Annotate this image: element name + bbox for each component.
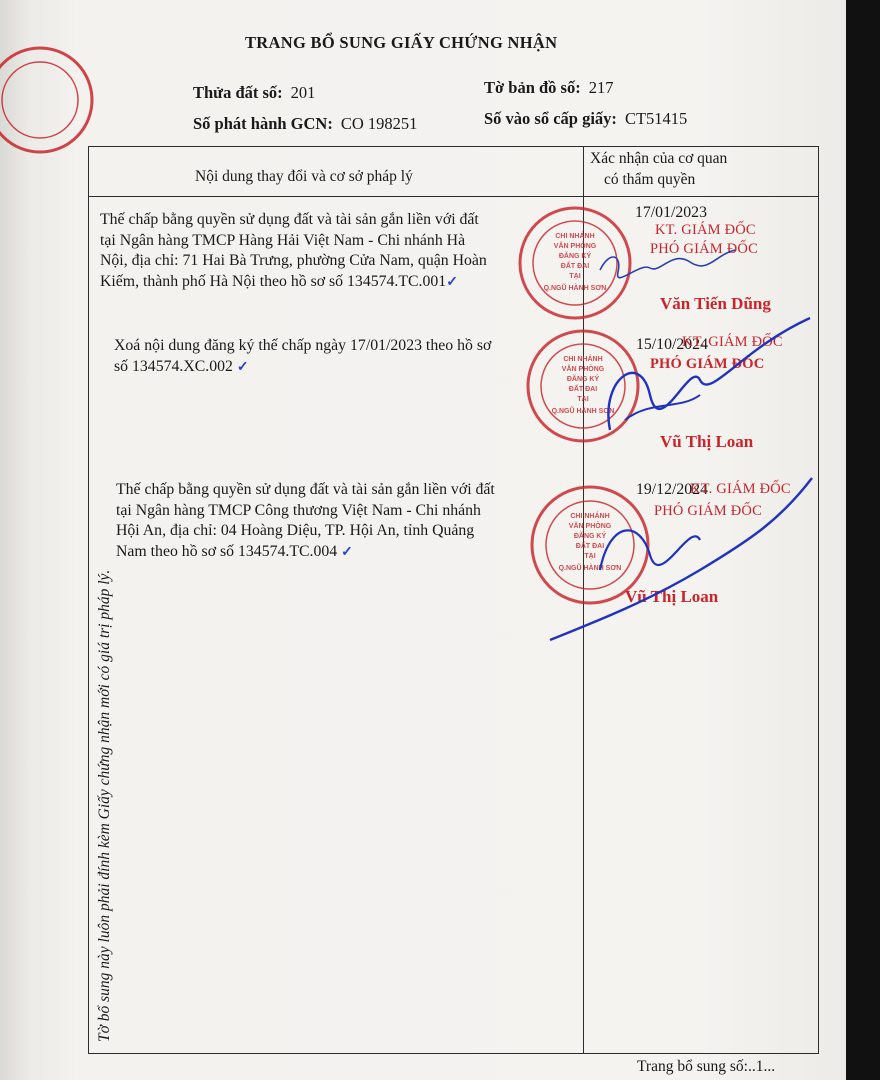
entry-1-title-line1: KT. GIÁM ĐỐC xyxy=(655,222,756,238)
stamp-1-text: CHI NHÁNH xyxy=(555,233,595,240)
entry-1-text xyxy=(100,210,487,293)
entry-2-signer: Vũ Thị Loan xyxy=(660,432,754,451)
entry-3-title-line2: PHÓ GIÁM ĐỐC xyxy=(654,503,762,519)
stamp-2-text: CHI NHÁNH xyxy=(563,356,603,363)
entry-2-date: 15/10/2024 xyxy=(636,336,708,353)
corner-stamp xyxy=(0,48,92,152)
register-number-label: Số vào sổ cấp giấy: xyxy=(484,109,617,128)
map-sheet-number xyxy=(484,78,613,98)
entry-1-title-line2: PHÓ GIÁM ĐỐC xyxy=(650,241,758,257)
parcel-number-value: 201 xyxy=(290,83,316,102)
entry-3-text xyxy=(116,480,495,563)
register-number-value: CT51415 xyxy=(624,109,688,128)
check-mark-icon: ✓ xyxy=(236,359,249,375)
entry-3-date: 19/12/2024 xyxy=(636,481,708,498)
parcel-number-label: Thửa đất số: xyxy=(193,83,283,102)
stamp-1-text: Q.NGŨ HÀNH SƠN xyxy=(543,285,607,292)
header-divider xyxy=(88,196,819,197)
stamp-3-text: TẠI xyxy=(584,553,596,560)
entry-1-line: tại Ngân hàng TMCP Hàng Hải Việt Nam - Chi nhánh Hà xyxy=(100,231,466,249)
stamp-2-text: ĐĂNG KÝ xyxy=(566,376,600,383)
stamp-1-text: ĐĂNG KÝ xyxy=(558,253,592,260)
stamp-3-text: ĐĂNG KÝ xyxy=(573,533,607,540)
stamp-2-text: ĐẤT ĐAI xyxy=(568,386,598,393)
issue-number-label: Số phát hành GCN: xyxy=(193,114,333,133)
entry-2-title-line2: PHÓ GIÁM ĐỐC xyxy=(650,356,765,372)
entry-3-line xyxy=(116,542,495,564)
entry-1-line: Nội, địa chỉ: 71 Hai Bà Trưng, phường Cửa Nam, quận Hoàn xyxy=(100,252,487,269)
stamp-1-text: VĂN PHÒNG xyxy=(553,243,597,250)
entry-2-line xyxy=(114,357,491,379)
header-confirm-line1: Xác nhận của cơ quan xyxy=(590,150,728,167)
header-content: Nội dung thay đổi và cơ sở pháp lý xyxy=(195,168,413,185)
entry-3-line: tại Ngân hàng TMCP Công thương Việt Nam - Chi nhánh xyxy=(116,501,481,519)
side-note: Tờ bổ sung này luôn phải đính kèm Giấy chứng nhận mới có giá trị pháp lý. xyxy=(96,569,113,1042)
entry-2-title-line1: KT. GIÁM ĐỐC xyxy=(682,334,783,350)
entry-2-line-text: số 134574.XC.002 xyxy=(114,357,233,375)
entry-3-line-text: Nam theo hồ sơ số 134574.TC.004 xyxy=(116,542,338,560)
stamp-3-text: VĂN PHÒNG xyxy=(568,523,612,530)
entry-3-line: Hội An, địa chỉ: 04 Hoàng Diệu, TP. Hội An, tỉnh Quảng xyxy=(116,522,475,539)
entry-1-date: 17/01/2023 xyxy=(635,204,707,221)
issue-number xyxy=(193,114,417,134)
register-number xyxy=(484,109,687,129)
stamp-3-text: Q.NGŨ HÀNH SƠN xyxy=(558,565,622,572)
stamp-1-text: TẠI xyxy=(569,273,581,280)
entry-3-title-line1: KT. GIÁM ĐỐC xyxy=(690,481,791,497)
stamp-3-text: ĐẤT ĐAI xyxy=(575,543,605,550)
header-confirm-line2: có thẩm quyền xyxy=(604,171,696,188)
parcel-number xyxy=(193,83,315,103)
map-sheet-value: 217 xyxy=(588,78,614,97)
entry-2-text xyxy=(114,336,491,378)
entry-1-line xyxy=(100,272,487,294)
stamp-2-text: VĂN PHÒNG xyxy=(561,366,605,373)
page-title: TRANG BỔ SUNG GIẤY CHỨNG NHẬN xyxy=(245,33,558,52)
entry-3-signer: Vũ Thị Loan xyxy=(625,587,719,606)
check-mark-icon: ✓ xyxy=(446,274,458,290)
column-divider xyxy=(583,146,584,1054)
entry-3-line: Thế chấp bằng quyền sử dụng đất và tài sản gắn liền với đất xyxy=(116,481,495,498)
entry-1-line-text: Kiếm, thành phố Hà Nội theo hồ sơ số 134574.TC.001 xyxy=(100,272,447,290)
stamp-1-text: ĐẤT ĐAI xyxy=(560,263,590,270)
issue-number-value: CO 198251 xyxy=(340,114,418,133)
stamp-2-text: TẠI xyxy=(577,396,589,403)
map-sheet-label: Tờ bản đồ số: xyxy=(484,78,581,97)
entry-1-signer: Văn Tiến Dũng xyxy=(660,294,771,313)
page-number: Trang bổ sung số:..1... xyxy=(637,1058,776,1075)
entry-1-line: Thế chấp bằng quyền sử dụng đất và tài sản gắn liền với đất xyxy=(100,211,479,228)
stamp-2-text: Q.NGŨ HÀNH SƠN xyxy=(551,408,615,415)
check-mark-icon: ✓ xyxy=(341,544,353,560)
entry-2-line: Xoá nội dung đăng ký thế chấp ngày 17/01/2023 theo hồ sơ xyxy=(114,337,492,354)
stamp-3-text: CHI NHÁNH xyxy=(570,513,610,520)
